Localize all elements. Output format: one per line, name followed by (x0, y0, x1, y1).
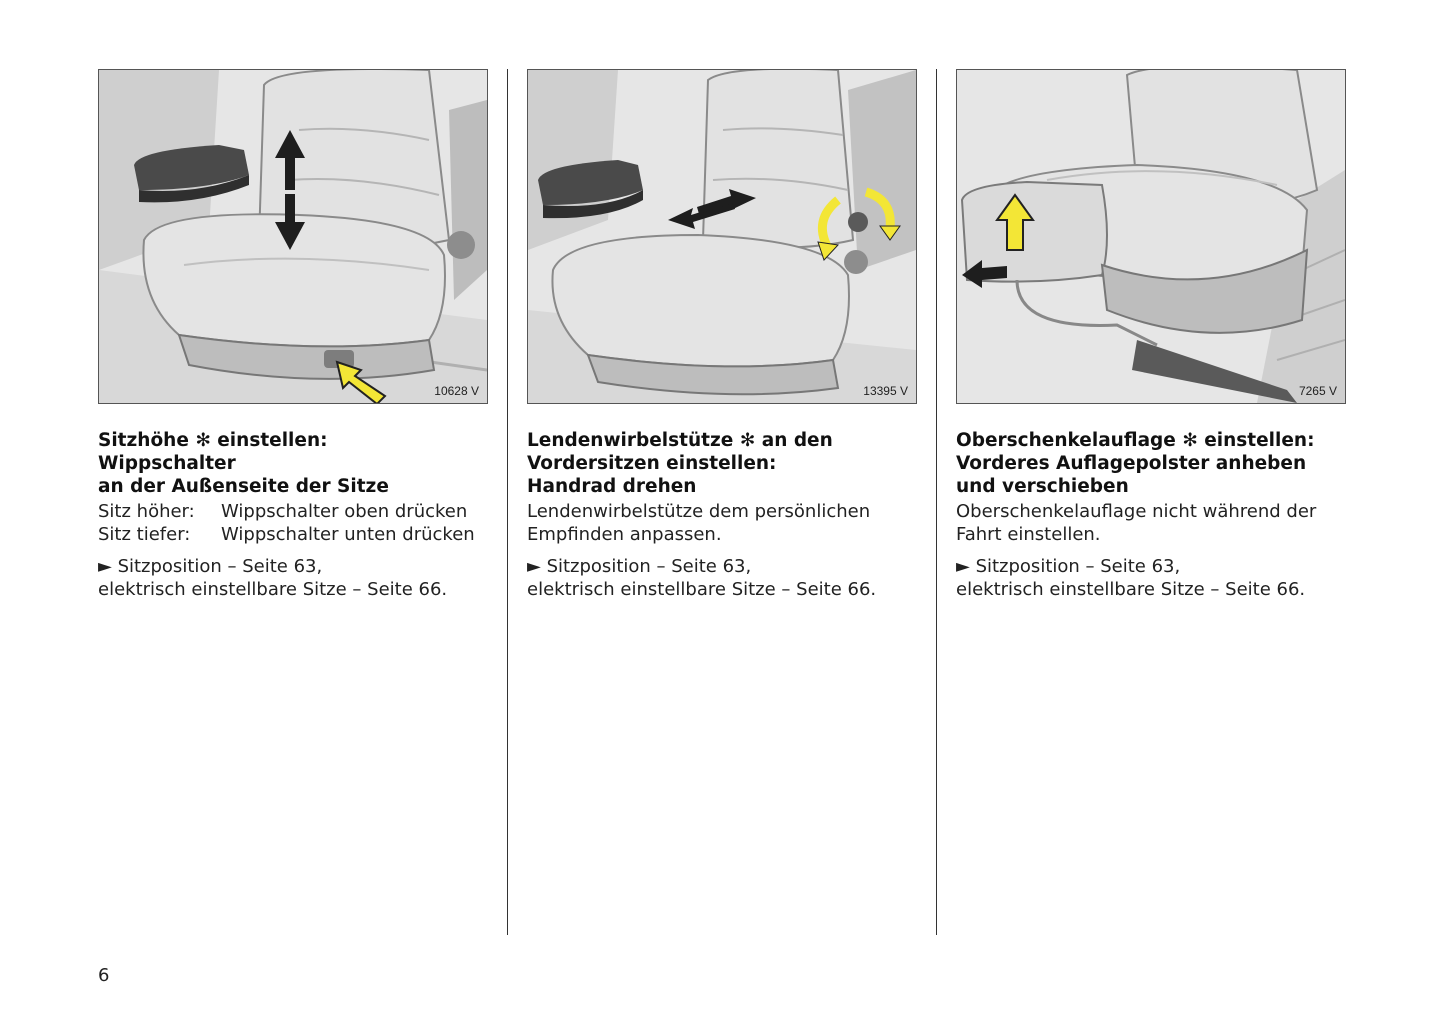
figure-code: 13395 V (863, 384, 908, 398)
lumbar-support-drawing (528, 70, 916, 403)
column-divider (507, 69, 508, 935)
cross-reference: ► Sitzposition – Seite 63, elektrisch einstellbare Sitze – Seite 66. (956, 556, 1306, 600)
instruction-table (98, 500, 488, 546)
instruction-row: Sitz höher: Wippschalter oben drücken (98, 501, 468, 522)
cross-reference: ► Sitzposition – Seite 63, elektrisch einstellbare Sitze – Seite 66. (98, 556, 448, 600)
cross-reference: ► Sitzposition – Seite 63, elektrisch einstellbare Sitze – Seite 66. (527, 556, 877, 600)
instruction-row: Sitz tiefer: Wippschalter unten drücken (98, 524, 475, 545)
lumbar-support-illustration (527, 69, 917, 404)
section-heading: Oberschenkelauflage ✻ einstellen: Vorderes Auflagepolster anheben und verschieben (956, 430, 1315, 497)
column-divider (936, 69, 937, 935)
column-lumbar-support (527, 69, 917, 601)
description-text: Lendenwirbelstütze dem persönlichen Empfinden anpassen. (527, 501, 871, 545)
figure-code: 10628 V (434, 384, 479, 398)
section-heading: Sitzhöhe ✻ einstellen: Wippschalter an der Außenseite der Sitze (98, 430, 389, 497)
figure-code: 7265 V (1298, 384, 1337, 398)
column-thigh-support (956, 69, 1346, 601)
column-seat-height (98, 69, 488, 601)
thigh-support-drawing (957, 70, 1345, 403)
section-heading: Lendenwirbelstütze ✻ an den Vordersitzen einstellen: Handrad drehen (527, 430, 833, 497)
seat-height-drawing (99, 70, 487, 403)
thigh-support-illustration (956, 69, 1346, 404)
description-text: Oberschenkelauflage nicht während der Fahrt einstellen. (956, 501, 1317, 545)
page-number: 6 (98, 965, 110, 986)
seat-height-illustration (98, 69, 488, 404)
